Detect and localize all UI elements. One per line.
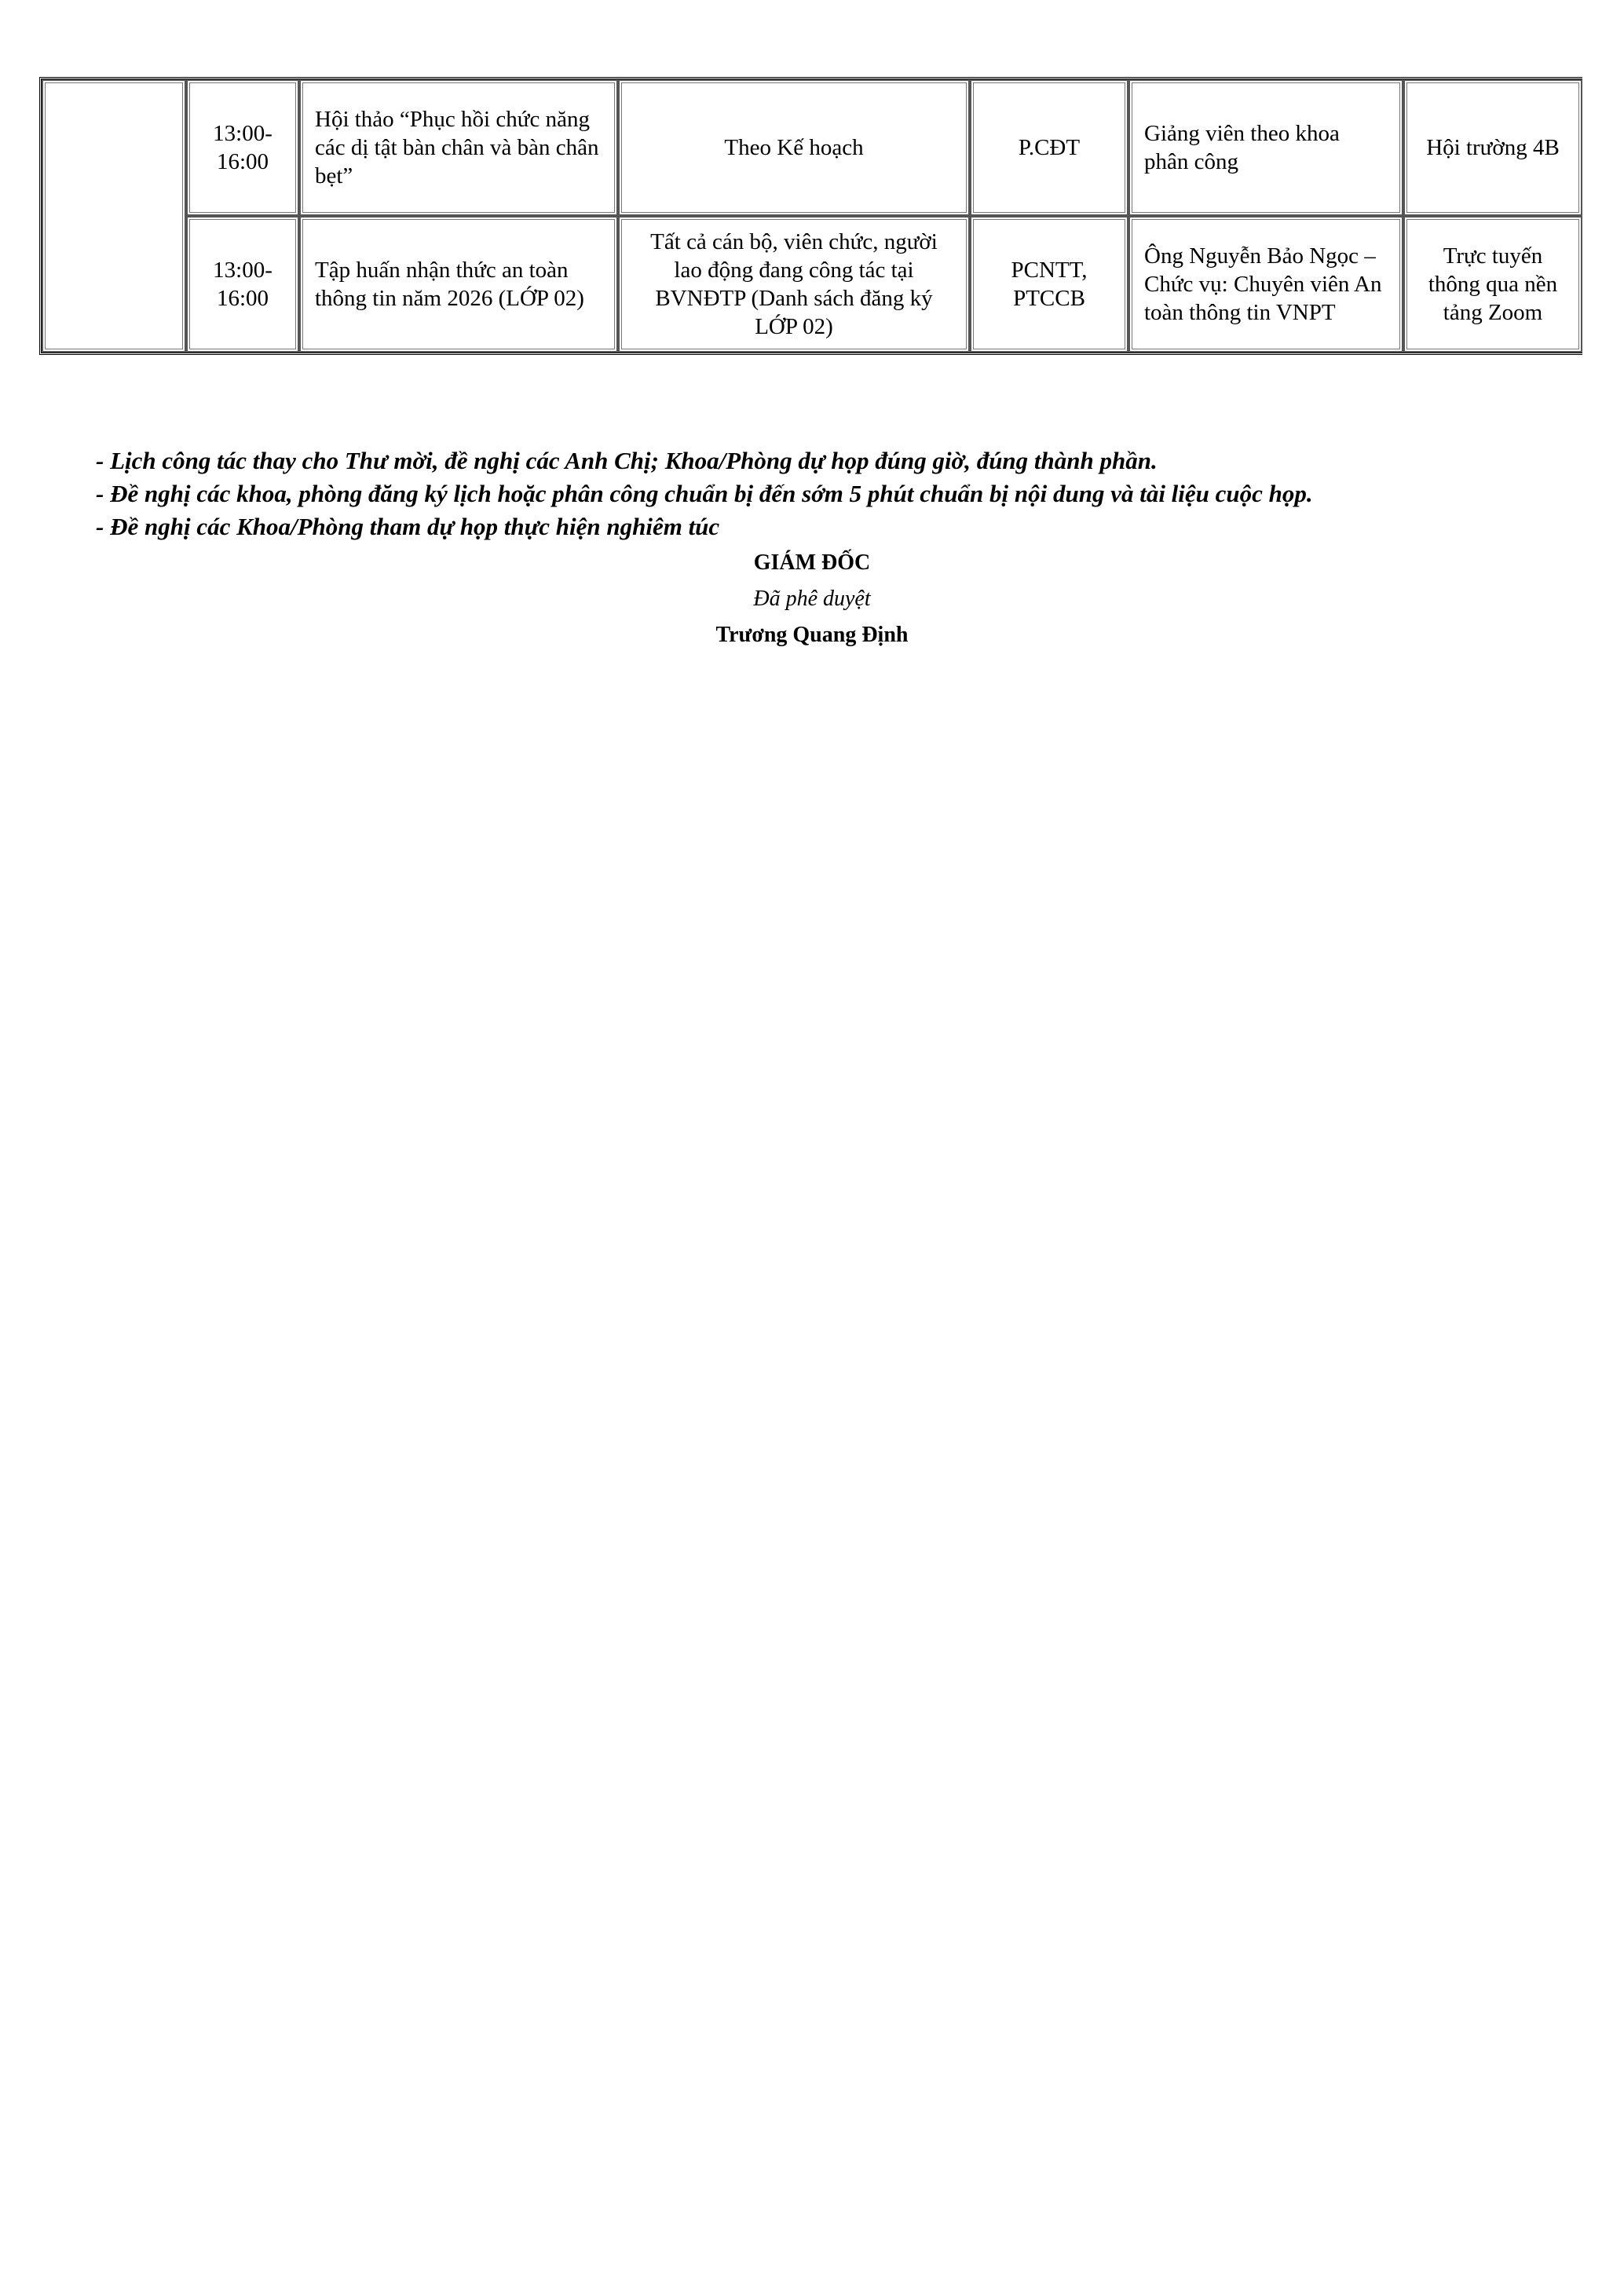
- time-cell: 13:00- 16:00: [186, 216, 299, 353]
- location-cell: Trực tuyến thông qua nền tảng Zoom: [1403, 216, 1582, 353]
- note-line: - Đề nghị các Khoa/Phòng tham dự họp thực hiện nghiêm túc: [96, 513, 720, 540]
- participants-cell: Theo Kế hoạch: [618, 79, 970, 216]
- notes-section: [96, 444, 1588, 543]
- table-row: [42, 216, 1582, 353]
- note-line: - Lịch công tác thay cho Thư mời, đề nghị các Anh Chị; Khoa/Phòng dự họp đúng giờ, đúng thành phần.: [96, 447, 1158, 474]
- note-line: - Đề nghị các khoa, phòng đăng ký lịch hoặc phân công chuẩn bị đến sớm 5 phút chuẩn bị nội dung và tài liệu cuộc họp.: [96, 480, 1313, 507]
- signature-title: GIÁM ĐỐC: [753, 550, 871, 575]
- chair-cell: Ông Nguyễn Bảo Ngọc – Chức vụ: Chuyên viên An toàn thông tin VNPT: [1128, 216, 1403, 353]
- schedule-table: [39, 77, 1582, 355]
- time-cell: 13:00- 16:00: [186, 79, 299, 216]
- content-cell: Tập huấn nhận thức an toàn thông tin năm 2026 (LỚP 02): [299, 216, 618, 353]
- table-row: [42, 79, 1582, 216]
- signer-name: Trương Quang Định: [715, 623, 909, 647]
- location-cell: Hội trường 4B: [1403, 79, 1582, 216]
- participants-cell: Tất cả cán bộ, viên chức, người lao động đang công tác tại BVNĐTP (Danh sách đăng ký LỚP 02): [618, 216, 970, 353]
- approval-status: Đã phê duyệt: [753, 587, 871, 611]
- date-cell: [42, 79, 186, 353]
- chair-cell: Giảng viên theo khoa phân công: [1128, 79, 1403, 216]
- preparation-cell: PCNTT, PTCCB: [970, 216, 1128, 353]
- content-cell: Hội thảo “Phục hồi chức năng các dị tật bàn chân và bàn chân bẹt”: [299, 79, 618, 216]
- preparation-cell: P.CĐT: [970, 79, 1128, 216]
